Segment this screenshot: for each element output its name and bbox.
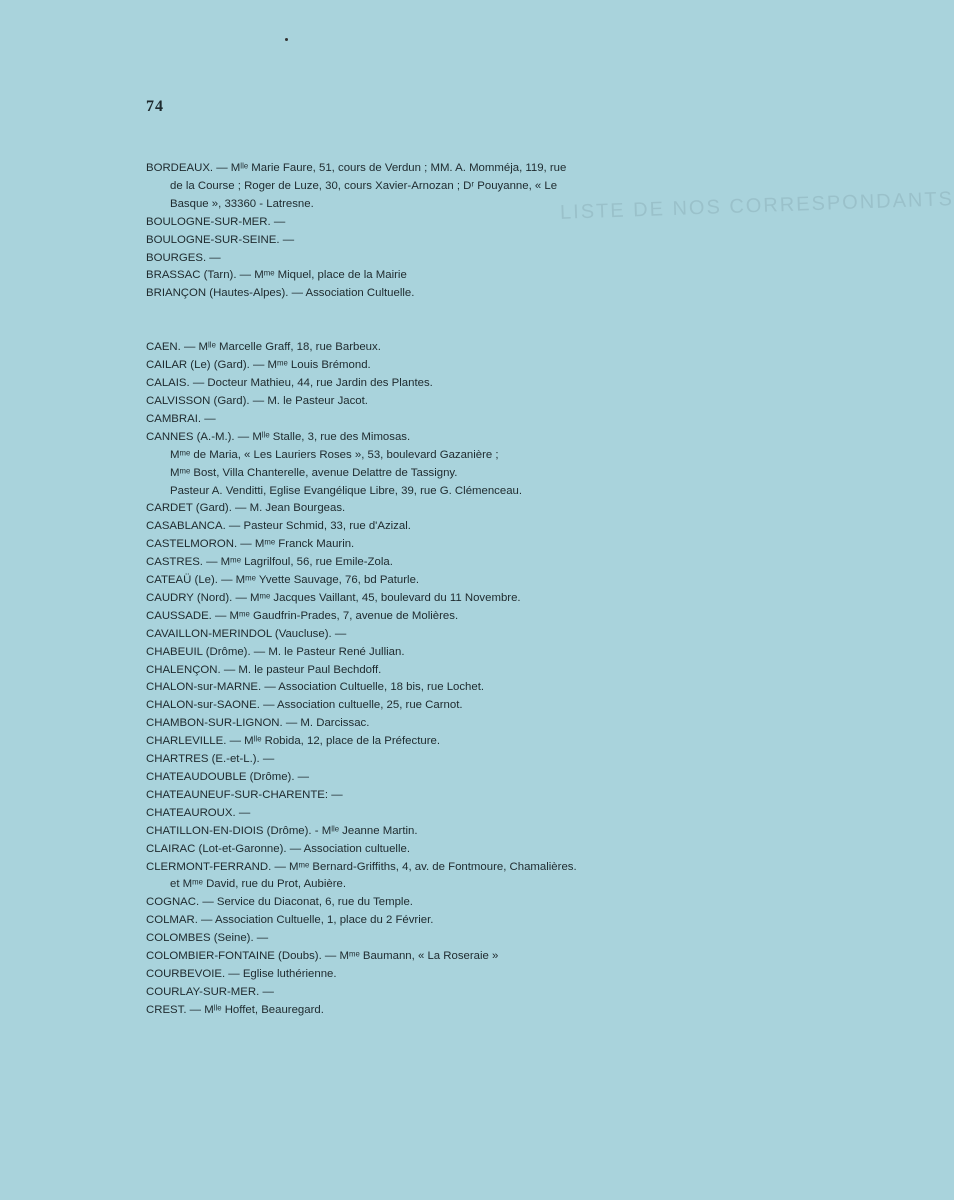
entry-line: COGNAC. — Service du Diaconat, 6, rue du Temple.: [146, 896, 413, 909]
entry-line: CHALON-sur-SAONE. — Association cultuelle, 25, rue Carnot.: [146, 699, 463, 712]
directory-entry: [146, 787, 681, 805]
directory-entry: [146, 626, 681, 644]
entry-continuation: Pasteur A. Venditti, Eglise Evangélique Libre, 39, rue G. Clémenceau.: [170, 484, 523, 497]
directory-entry: [146, 411, 681, 429]
entry-line: CHAMBON-SUR-LIGNON. — M. Darcissac.: [146, 717, 370, 730]
entry-line: COLMAR. — Association Cultuelle, 1, place du 2 Février.: [146, 914, 434, 927]
entry-line: COURBEVOIE. — Eglise luthérienne.: [146, 967, 337, 980]
entry-line: CASABLANCA. — Pasteur Schmid, 33, rue d'Azizal.: [146, 520, 411, 533]
entry-line: CHATEAUROUX. —: [146, 806, 251, 819]
directory-entry: [146, 805, 681, 823]
entry-line: CANNES (A.-M.). — Mˡˡᵉ Stalle, 3, rue des Mimosas.: [146, 430, 411, 443]
entry-line: CHALENÇON. — M. le pasteur Paul Bechdoff.: [146, 663, 382, 676]
directory-entry: [146, 375, 681, 393]
entry-continuation: et Mᵐᵉ David, rue du Prot, Aubière.: [170, 878, 347, 891]
entry-continuation: de la Course ; Roger de Luze, 30, cours Xavier-Arnozan ; Dʳ Pouyanne, « Le: [170, 179, 558, 192]
entry-continuation: Mᵐᵉ de Maria, « Les Lauriers Roses », 53, boulevard Gazanière ;: [170, 448, 499, 461]
directory-entry: [146, 500, 681, 518]
directory-entry: [146, 769, 681, 787]
entry-line: CREST. — Mˡˡᵉ Hoffet, Beauregard.: [146, 1003, 324, 1016]
directory-entry: [146, 912, 681, 930]
directory-entry: [146, 160, 681, 214]
directory-entry: [146, 930, 681, 948]
entry-line: CASTRES. — Mᵐᵉ Lagrilfoul, 56, rue Emile-Zola.: [146, 556, 393, 569]
directory-entry: [146, 715, 681, 733]
entry-line: COLOMBES (Seine). —: [146, 932, 269, 945]
entry-line: BOULOGNE-SUR-SEINE. —: [146, 233, 295, 246]
group-gap: [146, 303, 681, 339]
directory-entry: [146, 841, 681, 859]
directory-entry: [146, 536, 681, 554]
entry-line: CHATEAUDOUBLE (Drôme). —: [146, 771, 310, 783]
directory-entry: [146, 859, 681, 895]
page-number: 74: [146, 98, 164, 115]
directory-entry: [146, 1002, 681, 1020]
entry-continuation: Mᵐᵉ Bost, Villa Chanterelle, avenue Delattre de Tassigny.: [170, 466, 458, 479]
entry-line: BOURGES. —: [146, 251, 221, 264]
entry-line: CAUSSADE. — Mᵐᵉ Gaudfrin-Prades, 7, avenue de Molières.: [146, 609, 459, 622]
entry-line: CHARTRES (E.-et-L.). —: [146, 753, 275, 766]
entry-line: BOULOGNE-SUR-MER. —: [146, 215, 286, 228]
entry-line: CALVISSON (Gard). — M. le Pasteur Jacot.: [146, 394, 368, 407]
directory-entry: [146, 357, 681, 375]
entry-line: BRASSAC (Tarn). — Mᵐᵉ Miquel, place de la Mairie: [146, 269, 407, 282]
directory-entry: [146, 894, 681, 912]
entry-line: COLOMBIER-FONTAINE (Doubs). — Mᵐᵉ Baumann, « La Roseraie »: [146, 950, 499, 963]
directory-entry: [146, 590, 681, 608]
directory-entry: [146, 250, 681, 268]
directory-entry: [146, 948, 681, 966]
directory-entry: [146, 267, 681, 285]
directory-entry: [146, 751, 681, 769]
entry-line: CHABEUIL (Drôme). — M. le Pasteur René Jullian.: [146, 645, 405, 658]
directory-entry: [146, 608, 681, 626]
directory-entry: [146, 572, 681, 590]
directory-entry: [146, 662, 681, 680]
directory-entry: [146, 823, 681, 841]
directory-entry: [146, 679, 681, 697]
directory-entry: [146, 697, 681, 715]
group-b: [146, 160, 681, 303]
show-through-heading: LISTE DE NOS CORRESPONDANTS: [559, 188, 954, 224]
entry-line: CAILAR (Le) (Gard). — Mᵐᵉ Louis Brémond.: [146, 359, 371, 372]
directory-entry: [146, 966, 681, 984]
entry-line: CHALON-sur-MARNE. — Association Cultuelle, 18 bis, rue Lochet.: [146, 681, 485, 694]
entry-line: CLERMONT-FERRAND. — Mᵐᵉ Bernard-Griffiths, 4, av. de Fontmoure, Chamalières.: [146, 860, 577, 873]
entry-line: CASTELMORON. — Mᵐᵉ Franck Maurin.: [146, 538, 355, 551]
directory-entry: [146, 232, 681, 250]
entry-line: CHATEAUNEUF-SUR-CHARENTE: —: [146, 788, 343, 801]
entry-line: CHARLEVILLE. — Mˡˡᵉ Robida, 12, place de la Préfecture.: [146, 735, 440, 748]
ink-speck: [285, 38, 288, 41]
directory-entry: [146, 285, 681, 303]
directory-entry: [146, 554, 681, 572]
entry-line: CAMBRAI. —: [146, 412, 216, 425]
directory-entry: [146, 214, 681, 232]
entry-line: COURLAY-SUR-MER. —: [146, 985, 274, 998]
entry-line: CAVAILLON-MERINDOL (Vaucluse). —: [146, 627, 347, 640]
entry-line: CHATILLON-EN-DIOIS (Drôme). - Mˡˡᵉ Jeanne Martin.: [146, 824, 418, 837]
directory-entry: [146, 339, 681, 357]
directory-entry: [146, 429, 681, 501]
entry-line: BORDEAUX. — Mˡˡᵉ Marie Faure, 51, cours de Verdun ; MM. A. Momméja, 119, rue: [146, 162, 567, 174]
entry-line: BRIANÇON (Hautes-Alpes). — Association Cultuelle.: [146, 287, 415, 300]
entry-line: CATEAÜ (Le). — Mᵐᵉ Yvette Sauvage, 76, bd Paturle.: [146, 574, 420, 587]
entry-continuation: Basque », 33360 - Latresne.: [170, 197, 314, 210]
group-c: [146, 339, 681, 1019]
directory-entry: [146, 393, 681, 411]
entry-line: CAUDRY (Nord). — Mᵐᵉ Jacques Vaillant, 45, boulevard du 11 Novembre.: [146, 591, 521, 604]
directory-entry: [146, 733, 681, 751]
entry-line: CLAIRAC (Lot-et-Garonne). — Association cultuelle.: [146, 842, 410, 855]
entry-line: CALAIS. — Docteur Mathieu, 44, rue Jardin des Plantes.: [146, 377, 433, 390]
directory-entry: [146, 984, 681, 1002]
directory-entry: [146, 518, 681, 536]
entry-line: CAEN. — Mˡˡᵉ Marcelle Graff, 18, rue Barbeux.: [146, 341, 381, 354]
correspondents-list: [146, 160, 681, 1020]
directory-entry: [146, 644, 681, 662]
entry-line: CARDET (Gard). — M. Jean Bourgeas.: [146, 502, 346, 515]
